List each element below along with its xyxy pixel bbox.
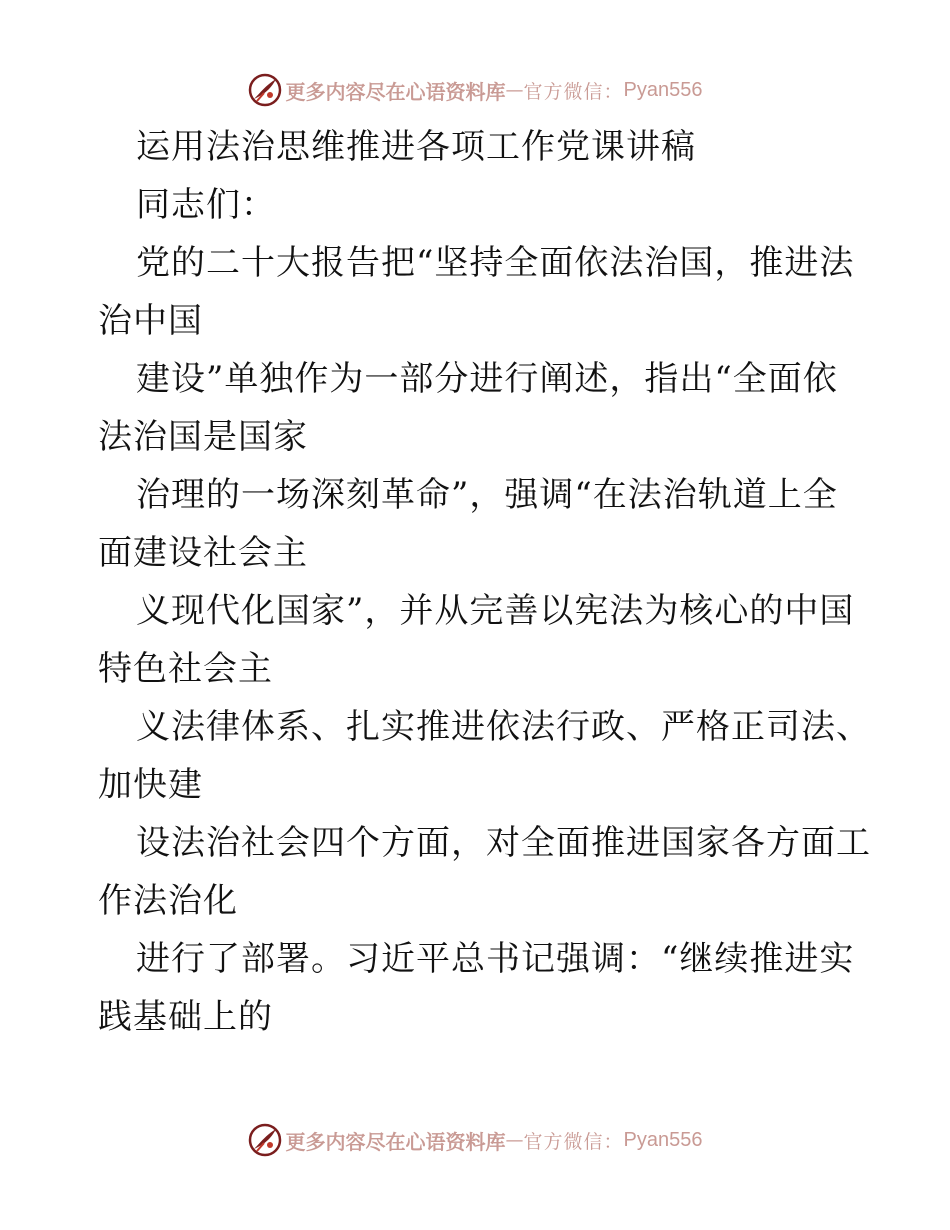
- banner-separator: —: [505, 79, 524, 101]
- paragraph-line: 法治国是国家: [98, 417, 308, 457]
- paragraph-line: 设法治社会四个方面，对全面推进国家各方面工: [136, 823, 871, 863]
- banner-wechat-id: Pyan556: [623, 1128, 703, 1151]
- paragraph-line: 面建设社会主: [98, 533, 308, 573]
- paragraph-line: 进行了部署。习近平总书记强调：“继续推进实: [136, 939, 855, 979]
- paragraph-line: 义现代化国家”，并从完善以宪法为核心的中国: [136, 591, 855, 631]
- paragraph-line: 治中国: [98, 301, 203, 341]
- banner-separator: —: [505, 1129, 524, 1151]
- banner-wechat-id: Pyan556: [623, 78, 703, 101]
- paragraph-line: 党的二十大报告把“坚持全面依法治国，推进法: [136, 243, 855, 283]
- paragraph-line: 特色社会主: [98, 649, 273, 689]
- banner-brand-text: 更多内容尽在心语资料库: [285, 1129, 506, 1154]
- paragraph-line: 义法律体系、扎实推进依法行政、严格正司法、: [136, 707, 871, 747]
- document-body: [98, 118, 871, 1046]
- header-banner: [0, 70, 950, 110]
- banner-wechat-label: 官方微信：: [523, 80, 624, 103]
- paragraph-line: 加快建: [98, 765, 203, 805]
- quill-logo-icon: [248, 1123, 282, 1157]
- document-title: 运用法治思维推进各项工作党课讲稿: [136, 127, 696, 167]
- paragraph-line: 建设”单独作为一部分进行阐述，指出“全面依: [136, 359, 838, 399]
- quill-logo-icon: [248, 73, 282, 107]
- paragraph-line: 作法治化: [98, 881, 238, 921]
- paragraph-line: 治理的一场深刻革命”，强调“在法治轨道上全: [136, 475, 838, 515]
- paragraph-line: 践基础上的: [98, 997, 273, 1037]
- salutation: 同志们：: [136, 185, 276, 225]
- banner-brand-text: 更多内容尽在心语资料库: [285, 79, 506, 104]
- footer-banner: [0, 1120, 950, 1160]
- banner-wechat-label: 官方微信：: [523, 1130, 624, 1153]
